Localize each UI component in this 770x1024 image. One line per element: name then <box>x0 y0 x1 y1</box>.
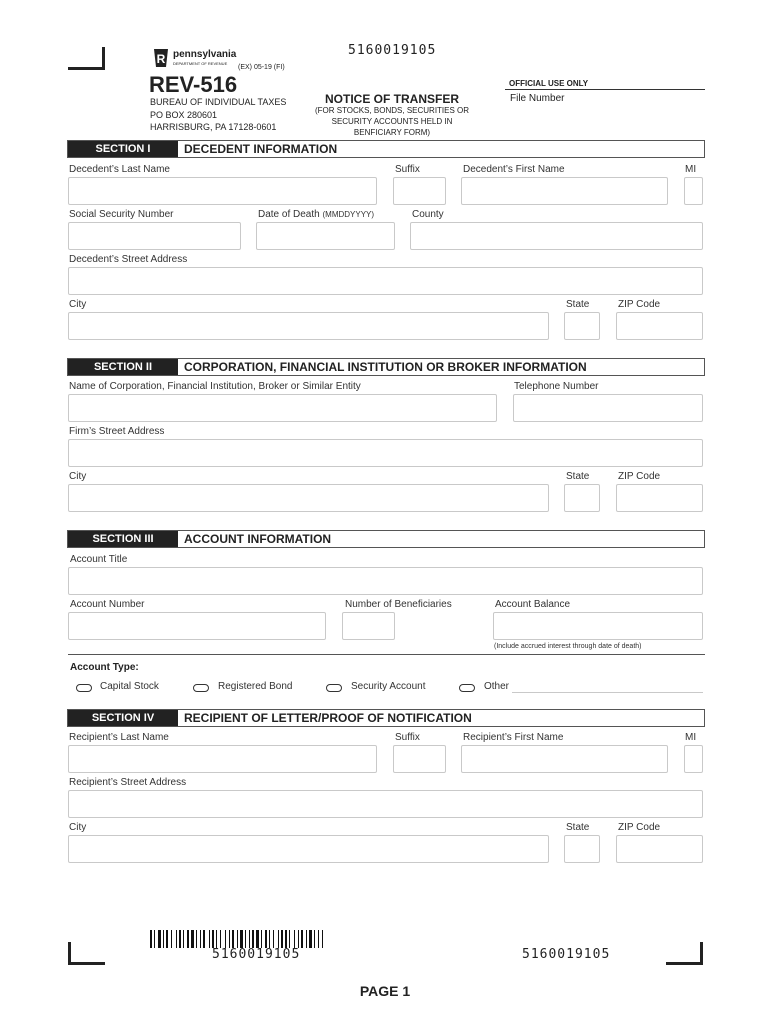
form-id: REV-516 <box>149 72 238 97</box>
barcode-bar <box>179 930 181 948</box>
barcode-bar <box>322 930 323 948</box>
barcode-number: 5160019105 <box>212 947 301 962</box>
barcode-bar <box>318 930 319 948</box>
barcode-bar <box>216 930 217 948</box>
bureau-line-1: BUREAU OF INDIVIDUAL TAXES <box>150 97 287 107</box>
form-title: NOTICE OF TRANSFER <box>325 92 459 106</box>
recipient-zip-field[interactable] <box>616 835 703 863</box>
official-use-label: OFFICIAL USE ONLY <box>509 79 589 88</box>
barcode-bar <box>269 930 270 948</box>
section-3-number: SECTION III <box>68 531 178 547</box>
section-1-title: DECEDENT INFORMATION <box>184 142 338 156</box>
recipient-zip-label: ZIP Code <box>618 822 661 833</box>
section-4-title: RECIPIENT OF LETTER/PROOF OF NOTIFICATION <box>184 711 472 725</box>
decedent-first-name-field[interactable] <box>461 177 668 205</box>
barcode-bar <box>314 930 315 948</box>
barcode-bar <box>171 930 172 948</box>
county-label: County <box>412 209 444 220</box>
account-title-label: Account Title <box>70 554 128 565</box>
barcode-bar <box>249 930 250 948</box>
account-number-field[interactable] <box>68 612 326 640</box>
barcode-bar <box>158 930 161 948</box>
barcode-bar <box>166 930 168 948</box>
barcode-bar <box>200 930 201 948</box>
barcode-bar <box>196 930 197 948</box>
decedent-state-field[interactable] <box>564 312 600 340</box>
capital-stock-label: Capital Stock <box>100 681 159 692</box>
barcode-bar <box>294 930 295 948</box>
barcode-number-right: 5160019105 <box>522 947 611 962</box>
telephone-label: Telephone Number <box>514 381 599 392</box>
section-4-number: SECTION IV <box>68 710 178 726</box>
recipient-last-name-label: Recipient’s Last Name <box>69 732 169 743</box>
barcode-bar <box>209 930 210 948</box>
bureau-line-2: PO BOX 280601 <box>150 110 218 120</box>
barcode-bar <box>191 930 194 948</box>
barcode <box>150 930 364 948</box>
recipient-state-field[interactable] <box>564 835 600 863</box>
ssn-label: Social Security Number <box>69 209 174 220</box>
registration-mark-bottom-left <box>68 942 105 965</box>
firm-zip-field[interactable] <box>616 484 703 512</box>
decedent-city-label: City <box>69 299 87 310</box>
barcode-bar <box>309 930 312 948</box>
ssn-field[interactable] <box>68 222 241 250</box>
barcode-bar <box>240 930 243 948</box>
decedent-state-label: State <box>566 299 590 310</box>
barcode-bar <box>225 930 226 948</box>
registered-bond-radio[interactable] <box>193 684 209 692</box>
logo-department: DEPARTMENT OF REVENUE <box>173 61 228 66</box>
decedent-last-name-field[interactable] <box>68 177 377 205</box>
form-revision: (EX) 05-19 (FI) <box>238 64 285 71</box>
recipient-last-name-field[interactable] <box>68 745 377 773</box>
recipient-first-name-label: Recipient’s First Name <box>463 732 564 743</box>
county-field[interactable] <box>410 222 703 250</box>
barcode-bar <box>150 930 152 948</box>
decedent-suffix-field[interactable] <box>393 177 446 205</box>
date-of-death-field[interactable] <box>256 222 395 250</box>
decedent-last-name-label: Decedent’s Last Name <box>69 164 170 175</box>
section-3-title: ACCOUNT INFORMATION <box>184 532 332 546</box>
section-2-number: SECTION II <box>68 359 178 375</box>
barcode-bar <box>237 930 238 948</box>
date-of-death-label <box>258 209 374 220</box>
account-balance-label: Account Balance <box>495 599 571 610</box>
section-3-header <box>67 530 705 548</box>
corporation-name-field[interactable] <box>68 394 497 422</box>
recipient-city-label: City <box>69 822 87 833</box>
security-account-label: Security Account <box>351 681 426 692</box>
barcode-bar <box>220 930 221 948</box>
capital-stock-radio[interactable] <box>76 684 92 692</box>
recipient-suffix-field[interactable] <box>393 745 446 773</box>
barcode-bar <box>252 930 254 948</box>
barcode-bar <box>183 930 184 948</box>
recipient-city-field[interactable] <box>68 835 549 863</box>
section-4-header <box>67 709 705 727</box>
firm-street-field[interactable] <box>68 439 703 467</box>
balance-note-rule <box>68 654 705 655</box>
barcode-bar <box>298 930 299 948</box>
recipient-first-name-field[interactable] <box>461 745 668 773</box>
barcode-bar <box>229 930 230 948</box>
section-1-number: SECTION I <box>68 141 178 157</box>
other-specify-line[interactable] <box>512 692 703 693</box>
decedent-city-field[interactable] <box>68 312 549 340</box>
form-subtitle-3: BENFICIARY FORM) <box>353 128 431 137</box>
decedent-first-name-label: Decedent’s First Name <box>463 164 565 175</box>
pa-logo <box>152 48 242 70</box>
barcode-bar <box>245 930 246 948</box>
barcode-bar <box>273 930 274 948</box>
balance-note: (Include accrued interest through date of death) <box>494 643 642 650</box>
account-type-label: Account Type: <box>70 662 139 673</box>
corporation-name-label: Name of Corporation, Financial Institution, Broker or Similar Entity <box>69 381 361 392</box>
recipient-street-label: Recipient’s Street Address <box>69 777 187 788</box>
beneficiaries-label: Number of Beneficiaries <box>345 599 452 610</box>
firm-street-label: Firm’s Street Address <box>69 426 165 437</box>
other-radio[interactable] <box>459 684 475 692</box>
other-label: Other <box>484 681 510 692</box>
section-2-title: CORPORATION, FINANCIAL INSTITUTION OR BROKER INFORMATION <box>184 360 587 374</box>
form-subtitle-1: (FOR STOCKS, BONDS, SECURITIES OR <box>314 106 470 115</box>
decedent-street-field[interactable] <box>68 267 703 295</box>
firm-state-label: State <box>566 471 590 482</box>
recipient-mi-label: MI <box>685 732 697 743</box>
keystone-icon <box>152 48 170 68</box>
telephone-field[interactable] <box>513 394 703 422</box>
registered-bond-label: Registered Bond <box>218 681 293 692</box>
firm-city-field[interactable] <box>68 484 549 512</box>
barcode-bar <box>306 930 307 948</box>
barcode-bar <box>176 930 177 948</box>
barcode-bar <box>256 930 259 948</box>
barcode-bar <box>265 930 267 948</box>
decedent-street-label: Decedent’s Street Address <box>69 254 188 265</box>
file-number-label: File Number <box>510 93 565 104</box>
official-use-rule <box>505 89 705 90</box>
recipient-mi-field[interactable] <box>684 745 703 773</box>
decedent-zip-field[interactable] <box>616 312 703 340</box>
barcode-bar <box>301 930 303 948</box>
account-balance-field[interactable] <box>493 612 703 640</box>
barcode-number-top: 5160019105 <box>348 43 437 58</box>
section-2-header <box>67 358 705 376</box>
barcode-bar <box>163 930 164 948</box>
account-title-field[interactable] <box>68 567 703 595</box>
registration-mark-bottom-right <box>666 942 703 965</box>
decedent-mi-field[interactable] <box>684 177 703 205</box>
barcode-bar <box>232 930 234 948</box>
decedent-mi-label: MI <box>685 164 697 175</box>
recipient-street-field[interactable] <box>68 790 703 818</box>
barcode-bar <box>261 930 262 948</box>
firm-state-field[interactable] <box>564 484 600 512</box>
barcode-bar <box>281 930 283 948</box>
barcode-bar <box>187 930 189 948</box>
firm-zip-label: ZIP Code <box>618 471 661 482</box>
logo-name: pennsylvania <box>173 49 237 60</box>
barcode-bar <box>212 930 214 948</box>
barcode-bar <box>285 930 287 948</box>
barcode-bar <box>203 930 205 948</box>
bureau-line-3: HARRISBURG, PA 17128-0601 <box>150 122 277 132</box>
security-account-radio[interactable] <box>326 684 342 692</box>
page-number: PAGE 1 <box>359 983 411 999</box>
barcode-bar <box>289 930 290 948</box>
date-of-death-text: Date of Death <box>258 209 320 220</box>
account-number-label: Account Number <box>70 599 145 610</box>
recipient-suffix-label: Suffix <box>395 732 420 743</box>
decedent-zip-label: ZIP Code <box>618 299 661 310</box>
firm-city-label: City <box>69 471 87 482</box>
registration-mark-top-left <box>68 47 105 70</box>
section-1-header <box>67 140 705 158</box>
beneficiaries-field[interactable] <box>342 612 395 640</box>
recipient-state-label: State <box>566 822 590 833</box>
form-subtitle-2: SECURITY ACCOUNTS HELD IN <box>331 117 453 126</box>
decedent-suffix-label: Suffix <box>395 164 420 175</box>
barcode-bar <box>154 930 155 948</box>
svg-text:R: R <box>156 52 166 66</box>
date-of-death-format: (MMDDYYYY) <box>322 210 375 219</box>
barcode-bar <box>278 930 279 948</box>
